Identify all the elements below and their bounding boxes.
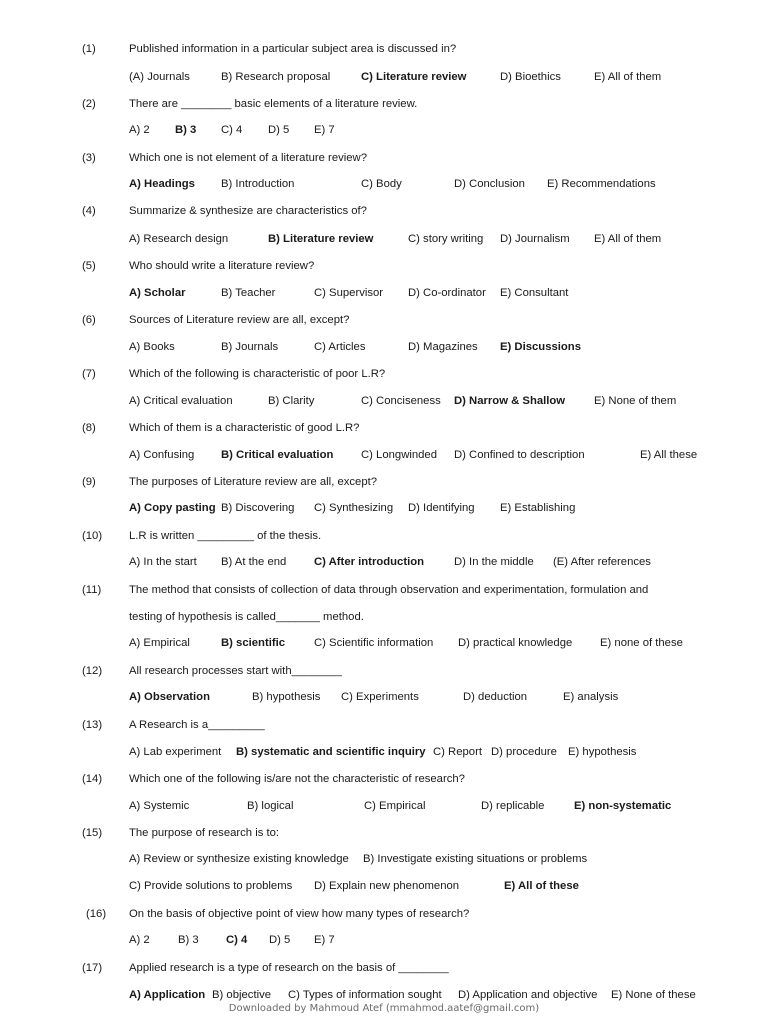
answer-option: C) Longwinded (361, 449, 437, 461)
answer-option: C) Provide solutions to problems (129, 880, 293, 892)
question-text: The method that consists of collection of data through observation and experimentation, formulation and (129, 584, 649, 596)
question-number: (16) (86, 908, 107, 920)
answer-option: A) Confusing (129, 449, 195, 461)
answer-option-correct: B) scientific (221, 637, 286, 649)
question-text: Summarize & synthesize are characteristics of? (129, 205, 367, 217)
answer-option: E) All of them (594, 71, 662, 83)
answer-option: D) replicable (481, 800, 545, 812)
answer-option: D) In the middle (454, 556, 534, 568)
answer-option: B) 3 (178, 934, 199, 946)
question-number: (9) (82, 476, 96, 488)
answer-option: C) Scientific information (314, 637, 434, 649)
answer-option: (E) After references (553, 556, 651, 568)
answer-option: B) Investigate existing situations or problems (363, 853, 588, 865)
answer-option: D) Journalism (500, 233, 570, 245)
answer-option: E) 7 (314, 124, 335, 136)
answer-option: A) 2 (129, 934, 150, 946)
question-text: All research processes start with________ (129, 665, 342, 677)
answer-option: D) Conclusion (454, 178, 525, 190)
question-text: Applied research is a type of research on the basis of ________ (129, 962, 449, 974)
question-text: Which of them is a characteristic of good L.R? (129, 422, 360, 434)
question-text: The purposes of Literature review are all, except? (129, 476, 378, 488)
question-number: (5) (82, 260, 96, 272)
question-number: (13) (82, 719, 103, 731)
answer-option: C) Supervisor (314, 287, 384, 299)
answer-option: C) Report (433, 746, 482, 758)
answer-option: D) deduction (463, 691, 528, 703)
answer-option: E) analysis (563, 691, 619, 703)
answer-option: C) Articles (314, 341, 366, 353)
answer-option-correct: A) Observation (129, 691, 210, 703)
question-text: Which of the following is characteristic of poor L.R? (129, 368, 386, 380)
answer-option: A) Research design (129, 233, 229, 245)
download-footer: Downloaded by Mahmoud Atef (mmahmod.aatef@gmail.com) (228, 1003, 540, 1014)
answer-option: E) Establishing (500, 502, 576, 514)
answer-option: A) Books (129, 341, 175, 353)
answer-option: D) Identifying (408, 502, 475, 514)
question-text: A Research is a_________ (129, 719, 265, 731)
answer-option: D) Explain new phenomenon (314, 880, 460, 892)
answer-option: A) In the start (129, 556, 197, 568)
answer-option: E) none of these (600, 637, 683, 649)
answer-option-correct: C) Literature review (361, 71, 467, 83)
answer-option: C) Synthesizing (314, 502, 394, 514)
answer-option: B) Journals (221, 341, 279, 353)
question-text: The purpose of research is to: (129, 827, 280, 839)
answer-option: B) Introduction (221, 178, 295, 190)
question-number: (12) (82, 665, 103, 677)
question-number: (17) (82, 962, 103, 974)
answer-option: B) objective (212, 989, 272, 1001)
answer-option-correct: E) Discussions (500, 341, 581, 353)
answer-option-correct: A) Headings (129, 178, 195, 190)
question-text: Which one of the following is/are not the characteristic of research? (129, 773, 465, 785)
answer-option-correct: C) After introduction (314, 556, 425, 568)
answer-option: C) story writing (408, 233, 484, 245)
question-number: (2) (82, 98, 96, 110)
answer-option: B) Discovering (221, 502, 295, 514)
answer-option: C) Empirical (364, 800, 426, 812)
question-number: (11) (82, 584, 102, 596)
answer-option: A) Systemic (129, 800, 190, 812)
answer-option: B) Research proposal (221, 71, 331, 83)
question-number: (8) (82, 422, 96, 434)
answer-option: D) Magazines (408, 341, 478, 353)
answer-option: E) None of these (611, 989, 696, 1001)
question-text: testing of hypothesis is called_______ method. (129, 611, 364, 623)
answer-option: C) 4 (221, 124, 243, 136)
question-number: (4) (82, 205, 96, 217)
question-number: (7) (82, 368, 96, 380)
answer-option-correct: B) Literature review (268, 233, 374, 245)
answer-option-correct: C) 4 (226, 934, 248, 946)
answer-option-correct: B) systematic and scientific inquiry (236, 746, 426, 758)
answer-option: D) 5 (268, 124, 290, 136)
answer-option-correct: B) 3 (175, 124, 197, 136)
answer-option: E) All these (640, 449, 698, 461)
answer-option: C) Experiments (341, 691, 419, 703)
answer-option: D) Application and objective (458, 989, 598, 1001)
answer-option: D) Confined to description (454, 449, 585, 461)
question-number: (15) (82, 827, 103, 839)
question-number: (3) (82, 152, 96, 164)
answer-option: C) Conciseness (361, 395, 441, 407)
answer-option: E) All of them (594, 233, 662, 245)
answer-option: A) Lab experiment (129, 746, 222, 758)
answer-option-correct: B) Critical evaluation (221, 449, 334, 461)
question-number: (10) (82, 530, 103, 542)
answer-option-correct: E) non-systematic (574, 800, 672, 812)
answer-option: D) practical knowledge (458, 637, 573, 649)
answer-option: A) Critical evaluation (129, 395, 233, 407)
answer-option: A) Review or synthesize existing knowledge (129, 853, 349, 865)
question-text: L.R is written _________ of the thesis. (129, 530, 322, 542)
answer-option: A) Empirical (129, 637, 190, 649)
question-number: (1) (82, 43, 96, 55)
answer-option: C) Types of information sought (288, 989, 442, 1001)
question-text: Who should write a literature review? (129, 260, 315, 272)
answer-option-correct: E) All of these (504, 880, 579, 892)
answer-option: A) 2 (129, 124, 150, 136)
answer-option: D) 5 (269, 934, 291, 946)
answer-option: E) 7 (314, 934, 335, 946)
answer-option-correct: A) Application (129, 989, 206, 1001)
answer-option: D) Bioethics (500, 71, 561, 83)
question-text: Which one is not element of a literature review? (129, 152, 367, 164)
answer-option-correct: D) Narrow & Shallow (454, 395, 566, 407)
answer-option: B) Clarity (268, 395, 315, 407)
answer-option: E) Consultant (500, 287, 569, 299)
answer-option: E) Recommendations (547, 178, 656, 190)
question-number: (6) (82, 314, 96, 326)
answer-option-correct: A) Copy pasting (129, 502, 216, 514)
answer-option: E) None of them (594, 395, 677, 407)
answer-option: B) Teacher (221, 287, 276, 299)
question-text: There are ________ basic elements of a literature review. (129, 98, 418, 110)
answer-option: C) Body (361, 178, 402, 190)
answer-option: D) Co-ordinator (408, 287, 486, 299)
answer-option: (A) Journals (129, 71, 190, 83)
question-text: Sources of Literature review are all, except? (129, 314, 350, 326)
answer-option-correct: A) Scholar (129, 287, 186, 299)
answer-option: D) procedure (491, 746, 557, 758)
question-text: Published information in a particular subject area is discussed in? (129, 43, 457, 55)
question-text: On the basis of objective point of view how many types of research? (129, 908, 470, 920)
answer-option: B) logical (247, 800, 294, 812)
answer-option: B) hypothesis (252, 691, 321, 703)
question-number: (14) (82, 773, 103, 785)
answer-option: E) hypothesis (568, 746, 637, 758)
answer-option: B) At the end (221, 556, 287, 568)
